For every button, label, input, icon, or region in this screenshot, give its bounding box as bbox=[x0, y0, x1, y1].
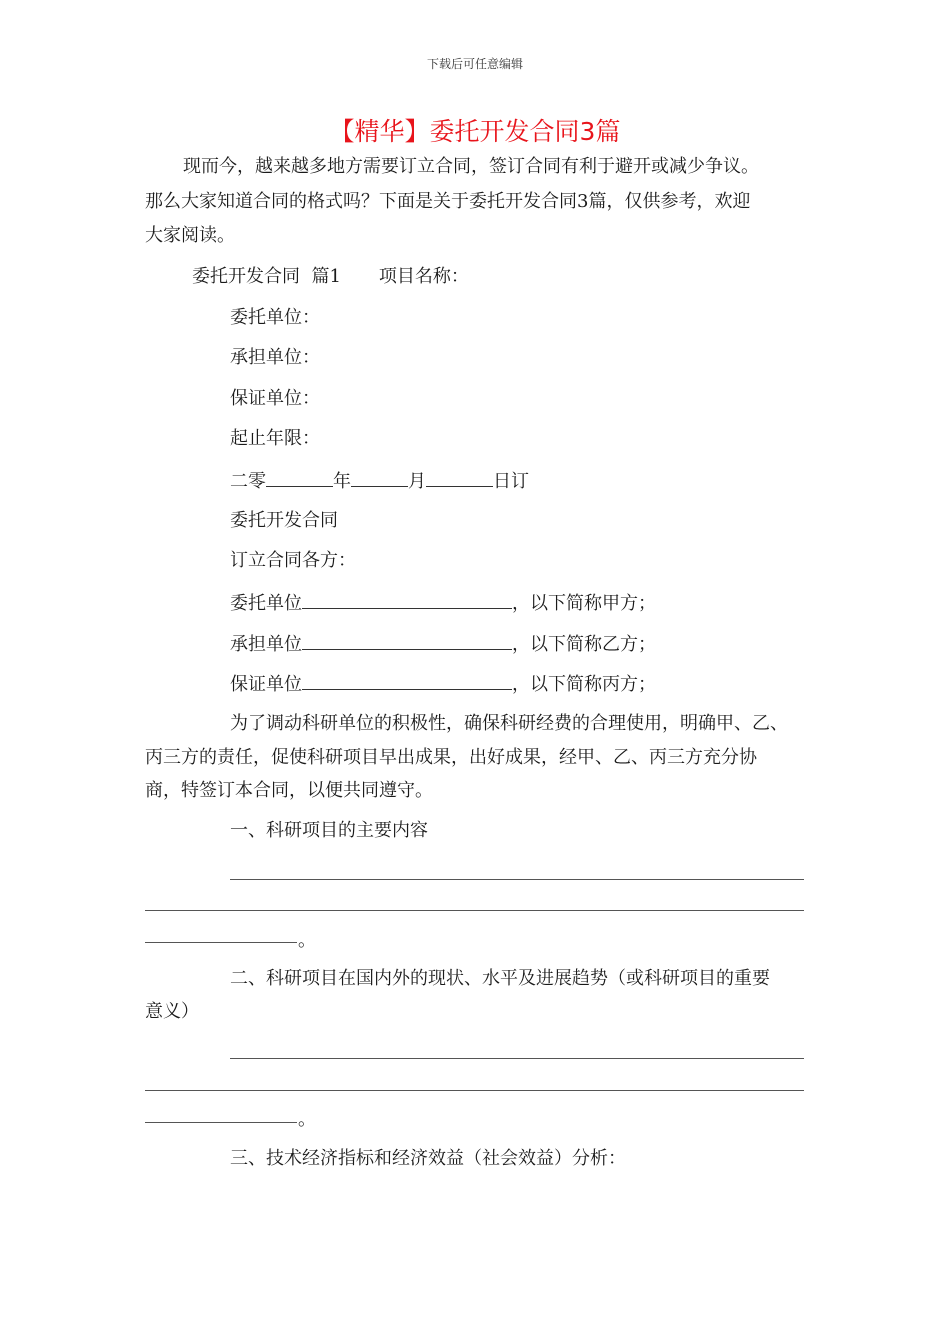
project-name-label: 项目名称： bbox=[378, 266, 469, 287]
year-blank[interactable] bbox=[266, 467, 333, 487]
day-label: 日订 bbox=[493, 471, 529, 492]
document-title: 【精华】委托开发合同3篇 bbox=[329, 117, 621, 146]
intro-line-2: 那么大家知道合同的格式吗？下面是关于委托开发合同3篇，仅供参考，欢迎 bbox=[145, 191, 751, 212]
contract-title: 委托开发合同 bbox=[230, 510, 338, 531]
item2-fill-line-3[interactable] bbox=[145, 1122, 297, 1123]
year-label: 年 bbox=[333, 471, 351, 492]
month-label: 月 bbox=[408, 471, 426, 492]
party-suffix: ，以下简称甲方； bbox=[512, 593, 656, 614]
purpose-line-2: 丙三方的责任，促使科研项目早出成果，出好成果，经甲、乙、丙三方充分协 bbox=[145, 747, 757, 768]
item1-heading: 一、科研项目的主要内容 bbox=[230, 820, 428, 841]
intro-line-3: 大家阅读。 bbox=[145, 225, 235, 246]
date-line bbox=[230, 467, 529, 495]
party-blank[interactable] bbox=[302, 630, 512, 650]
party-row-client bbox=[230, 589, 656, 617]
party-blank[interactable] bbox=[302, 670, 512, 690]
party-label: 承担单位 bbox=[230, 634, 302, 655]
item1-fill-line-1[interactable] bbox=[230, 879, 804, 880]
party-blank[interactable] bbox=[302, 589, 512, 609]
section-heading: 委托开发合同 篇1 bbox=[192, 266, 341, 287]
item3-heading: 三、技术经济指标和经济效益（社会效益）分析： bbox=[230, 1148, 626, 1169]
purpose-line-3: 商，特签订本合同，以便共同遵守。 bbox=[145, 780, 433, 801]
item2-fill-line-2[interactable] bbox=[145, 1090, 804, 1091]
intro-line-1: 现而今，越来越多地方需要订立合同，签订合同有利于避开或减少争议。 bbox=[183, 156, 759, 177]
item2-end-mark: 。 bbox=[298, 1109, 316, 1130]
page-header: 下载后可任意编辑 bbox=[426, 57, 523, 71]
item1-end-mark: 。 bbox=[298, 930, 316, 951]
party-suffix: ，以下简称乙方； bbox=[512, 634, 656, 655]
party-suffix: ，以下简称丙方； bbox=[512, 674, 656, 695]
item1-fill-line-2[interactable] bbox=[145, 910, 804, 911]
item1-fill-line-3[interactable] bbox=[145, 942, 297, 943]
parties-label: 订立合同各方： bbox=[230, 550, 356, 571]
party-label: 委托单位 bbox=[230, 593, 302, 614]
party-row-undertaker bbox=[230, 630, 656, 658]
month-blank[interactable] bbox=[351, 467, 408, 487]
guarantor-field-label: 保证单位： bbox=[230, 388, 320, 409]
item2-heading-line-2: 意义） bbox=[145, 1001, 199, 1022]
party-label: 保证单位 bbox=[230, 674, 302, 695]
item2-heading-line-1: 二、科研项目在国内外的现状、水平及进展趋势（或科研项目的重要 bbox=[230, 968, 770, 989]
party-row-guarantor bbox=[230, 670, 656, 698]
client-field-label: 委托单位： bbox=[230, 307, 320, 328]
section-heading-row bbox=[192, 264, 469, 290]
date-prefix: 二零 bbox=[230, 471, 266, 492]
item2-fill-line-1[interactable] bbox=[230, 1058, 804, 1059]
purpose-line-1: 为了调动科研单位的积极性，确保科研经费的合理使用，明确甲、乙、 bbox=[230, 713, 788, 734]
day-blank[interactable] bbox=[426, 467, 493, 487]
period-field-label: 起止年限： bbox=[230, 428, 320, 449]
undertaker-field-label: 承担单位： bbox=[230, 347, 320, 368]
